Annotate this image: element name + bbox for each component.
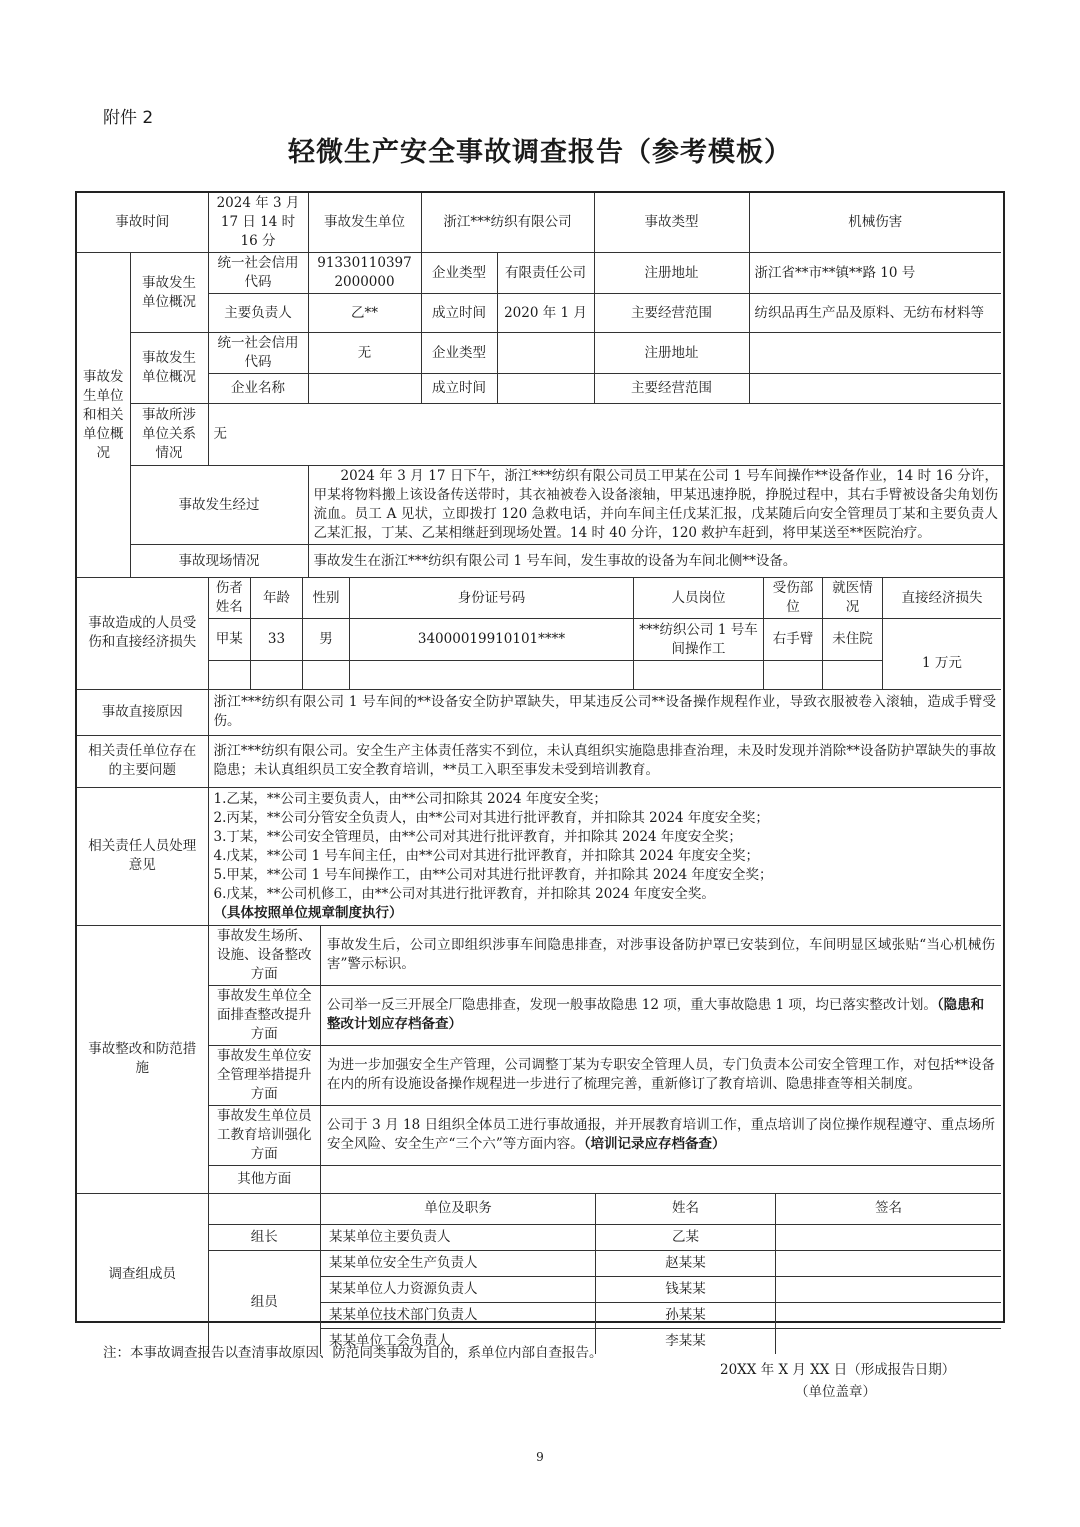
signature-cell[interactable] [776, 1276, 1002, 1302]
time-value: 2024 年 3 月 17 日 14 时 16 分 [208, 193, 308, 253]
issues-label: 相关责任单位存在的主要问题 [77, 735, 208, 787]
relation-value: 无 [208, 404, 1001, 466]
page-number: 9 [536, 1450, 544, 1464]
injury-empty-cell [209, 661, 251, 689]
unit1-ent-type-label: 企业类型 [421, 253, 497, 294]
measure-label: 事故发生场所、设施、设备整改方面 [209, 926, 321, 986]
report-date: 20XX 年 X 月 XX 日（形成报告日期） [720, 1362, 956, 1378]
unit1-ent-type-value: 有限责任公司 [497, 253, 594, 294]
handling-item: 6.戊某，**公司机修工，由**公司对其进行批评教育，并扣除其 2024 年度安全奖。 [213, 885, 715, 902]
signature-cell[interactable] [776, 1302, 1002, 1328]
injury-part: 右手臂 [764, 619, 823, 661]
unit1-credit-value: 913301103972000000 [308, 253, 421, 294]
injury-empty-cell [303, 661, 350, 689]
injury-gender: 男 [303, 619, 350, 661]
team-member-name: 孙某某 [596, 1302, 776, 1328]
unit1-credit-label: 统一社会信用代码 [208, 253, 308, 294]
injury-post: ***纺织公司 1 号车间操作工 [634, 619, 764, 661]
unit1-person-value: 乙** [308, 294, 421, 333]
relation-label: 事故所涉单位关系情况 [130, 404, 208, 466]
handling-list [208, 787, 1001, 925]
injury-empty-cell [251, 661, 303, 689]
handling-item: 1.乙某，**公司主要负责人，由**公司扣除其 2024 年度安全奖； [213, 790, 607, 807]
team-subtable [208, 1194, 1001, 1355]
handling-note: （具体按照单位规章制度执行） [213, 904, 403, 921]
injury-label: 事故造成的人员受伤和直接经济损失 [77, 578, 208, 690]
handling-label: 相关责任人员处理意见 [77, 787, 208, 925]
unit2-founded-value [497, 374, 594, 404]
unit2-address-value [749, 333, 1001, 374]
unit2-credit-value: 无 [308, 333, 421, 374]
injury-age: 33 [251, 619, 303, 661]
type-value: 机械伤害 [749, 193, 1001, 253]
team-member-unit: 某某单位技术部门负责人 [321, 1302, 596, 1328]
injury-empty-cell [823, 661, 883, 689]
injury-header-part: 受伤部位 [764, 578, 823, 619]
unit2-scope-value [749, 374, 1001, 404]
unit2-credit-label: 统一社会信用代码 [208, 333, 308, 374]
injury-header-medical: 就医情况 [823, 578, 883, 619]
unit2-ent-type-value [497, 333, 594, 374]
team-leader-unit: 某某单位主要负责人 [321, 1224, 596, 1250]
measure-label: 事故发生单位安全管理举措提升方面 [209, 1045, 321, 1105]
team-header-empty [209, 1194, 321, 1224]
page-title: 轻微生产安全事故调查报告（参考模板） [288, 137, 792, 168]
process-text: 2024 年 3 月 17 日下午，浙江***纺织有限公司员工甲某在公司 1 号车间操作**设备作业，14 时 16 分许，甲某将物料搬上该设备传送带时，其衣袖被卷入设备滚轴，甲某迅速挣脱，挣脱过程中，其右手臂被设备尖角划伤流血。员工 A 见状，立即拨打 120 急救电话，并向车间主任戊某汇报，戊某随后向安全管理员丁某和主要负责人乙某汇报，丁某、乙某相继赶到现场处置。14 时 40 分许，120 救护车赶到，将甲某送至**医院治疗。 [308, 466, 1003, 545]
handling-item: 5.甲某，**公司 1 号车间操作工，由**公司对其进行批评教育，并扣除其 2024 年度安全奖； [213, 866, 773, 883]
team-member-name: 李某某 [596, 1328, 776, 1354]
attachment-label: 附件 2 [103, 108, 154, 128]
type-label: 事故类型 [594, 193, 749, 253]
injury-empty-cell [350, 661, 634, 689]
signature-cell[interactable] [776, 1328, 1002, 1354]
measures-subtable [208, 925, 1001, 1194]
measure-label: 事故发生单位员工教育培训强化方面 [209, 1105, 321, 1165]
team-header-name: 姓名 [596, 1194, 776, 1224]
measure-bold-note: （隐患和整改计划应存档备查） [327, 997, 985, 1032]
injury-loss: 1 万元 [883, 619, 1002, 689]
measure-text: 为进一步加强安全生产管理，公司调整丁某为专职安全管理人员，专门负责本公司安全管理工作，对包括**设备在内的所有设施设备操作规程进一步进行了梳理完善，重新修订了教育培训、隐患排查等相关制度。 [321, 1045, 1002, 1105]
team-member-name: 赵某某 [596, 1250, 776, 1276]
footer-note: 注：本事故调查报告以查清事故原因、防范同类事故为目的，系单位内部自查报告。 [103, 1345, 603, 1361]
injury-header-post: 人员岗位 [634, 578, 764, 619]
unit-seal: （单位盖章） [795, 1384, 876, 1400]
unit-value: 浙江***纺织有限公司 [421, 193, 594, 253]
unit1-label: 事故发生单位概况 [130, 253, 208, 333]
process-label: 事故发生经过 [130, 466, 308, 545]
unit2-name-value [308, 374, 421, 404]
measure-text [321, 1165, 1002, 1193]
unit2-label: 事故发生单位概况 [130, 333, 208, 404]
injury-id: 34000019910101**** [350, 619, 634, 661]
measure-text: 公司于 3 月 18 日组织全体员工进行事故通报，并开展教育培训工作，重点培训了岗位操作规程遵守、重点场所安全风险、安全生产“三个六”等方面内容。（培训记录应存档备查） [321, 1105, 1002, 1165]
unit-label: 事故发生单位 [308, 193, 421, 253]
team-header-unit: 单位及职务 [321, 1194, 596, 1224]
team-member-unit: 某某单位工会负责人 [321, 1328, 596, 1354]
direct-cause-label: 事故直接原因 [77, 689, 208, 735]
direct-cause-text: 浙江***纺织有限公司 1 号车间的**设备安全防护罩缺失，甲某违反公司**设备操作规程作业，导致衣服被卷入滚轴，造成手臂受伤。 [208, 689, 1001, 735]
signature-cell[interactable] [776, 1224, 1002, 1250]
injury-header-name: 伤者姓名 [209, 578, 251, 619]
injury-header-id: 身份证号码 [350, 578, 634, 619]
unit1-address-value: 浙江省**市**镇**路 10 号 [749, 253, 1001, 294]
handling-item: 3.丁某，**公司安全管理员，由**公司对其进行批评教育，并扣除其 2024 年度安全奖； [213, 828, 742, 845]
unit2-address-label: 注册地址 [594, 333, 749, 374]
measure-label: 其他方面 [209, 1165, 321, 1193]
measure-text: 事故发生后，公司立即组织涉事车间隐患排查，对涉事设备防护罩已安装到位，车间明显区域张贴“当心机械伤害”警示标识。 [321, 926, 1002, 986]
unit1-scope-label: 主要经营范围 [594, 294, 749, 333]
team-leader-label: 组长 [209, 1224, 321, 1250]
injury-empty-cell [634, 661, 764, 689]
injury-name: 甲某 [209, 619, 251, 661]
unit2-scope-label: 主要经营范围 [594, 374, 749, 404]
injury-header-age: 年龄 [251, 578, 303, 619]
measures-label: 事故整改和防范措施 [77, 925, 208, 1194]
unit1-address-label: 注册地址 [594, 253, 749, 294]
time-label: 事故时间 [77, 193, 208, 253]
scene-label: 事故现场情况 [130, 545, 308, 578]
unit2-name-label: 企业名称 [208, 374, 308, 404]
issues-text: 浙江***纺织有限公司。安全生产主体责任落实不到位，未认真组织实施隐患排查治理，未及时发现并消除**设备防护罩缺失的事故隐患；未认真组织员工安全教育培训，**员工入职至事发未受到培训教育。 [208, 735, 1001, 787]
injury-subtable [208, 578, 1001, 690]
injury-empty-cell [764, 661, 823, 689]
measure-text: 公司举一反三开展全厂隐患排查，发现一般事故隐患 12 项，重大事故隐患 1 项，均已落实整改计划。（隐患和整改计划应存档备查） [321, 985, 1002, 1045]
team-member-label: 组员 [209, 1250, 321, 1354]
unit2-ent-type-label: 企业类型 [421, 333, 497, 374]
team-member-unit: 某某单位人力资源负责人 [321, 1276, 596, 1302]
unit2-founded-label: 成立时间 [421, 374, 497, 404]
measure-label: 事故发生单位全面排查整改提升方面 [209, 985, 321, 1045]
team-member-unit: 某某单位安全生产负责人 [321, 1250, 596, 1276]
injury-medical: 未住院 [823, 619, 883, 661]
injury-header-gender: 性别 [303, 578, 350, 619]
unit1-founded-value: 2020 年 1 月 [497, 294, 594, 333]
scene-text: 事故发生在浙江***纺织有限公司 1 号车间，发生事故的设备为车间北侧**设备。 [308, 545, 1003, 578]
team-label: 调查组成员 [77, 1194, 208, 1355]
unit1-scope-value: 纺织品再生产品及原料、无纺布材料等 [749, 294, 1001, 333]
team-member-name: 钱某某 [596, 1276, 776, 1302]
report-table [75, 191, 1005, 1349]
unit1-founded-label: 成立时间 [421, 294, 497, 333]
handling-item: 2.丙某，**公司分管安全负责人，由**公司对其进行批评教育，并扣除其 2024 年度安全奖； [213, 809, 769, 826]
injury-header-loss: 直接经济损失 [883, 578, 1002, 619]
measure-bold-note: （培训记录应存档备查） [583, 1136, 726, 1152]
overview-section-label: 事故发生单位和相关单位概况 [77, 253, 130, 578]
unit1-person-label: 主要负责人 [208, 294, 308, 333]
signature-cell[interactable] [776, 1250, 1002, 1276]
handling-item: 4.戊某，**公司 1 号车间主任，由**公司对其进行批评教育，并扣除其 2024 年度安全奖； [213, 847, 759, 864]
team-header-signature: 签名 [776, 1194, 1002, 1224]
team-leader-name: 乙某 [596, 1224, 776, 1250]
